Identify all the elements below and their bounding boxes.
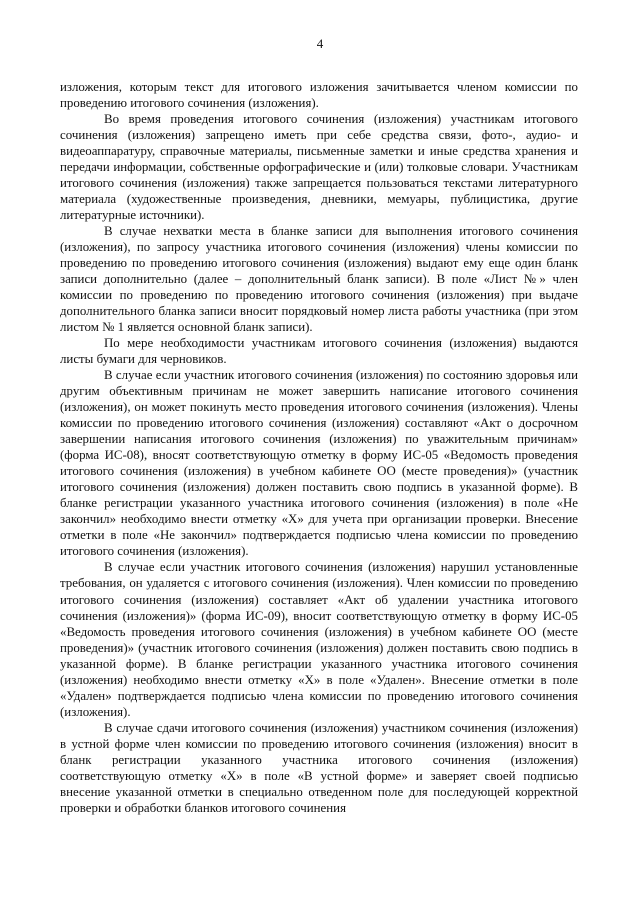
paragraph-additional-form: В случае нехватки места в бланке записи для выполнения итогового сочинения (изложения), по запросу участника итогового сочинения (изложения) члены комиссии по проведению по проведению итогового сочинения (изложения) выдают ему еще один бланк записи дополнительно (далее – дополнительный бланк записи). В поле «Лист №» член комиссии по проведению по проведению итогового сочинения (изложения) при выдаче дополнительного бланка записи вносит порядковый номер листа работы участника (при этом листом № 1 является основной бланк записи).: [60, 224, 578, 335]
paragraph-oral-form: В случае сдачи итогового сочинения (изложения) участником сочинения (изложения) в устной форме член комиссии по проведению итогового сочинения (изложения) вносит в бланк регистрации указанного участника итогового сочинения (изложения) соответствующую отметку «Х» в поле «В устной форме» и заверяет своей подписью внесение указанной отметки в специально отведенном поле для последующей корректной проверки и обработки бланков итогового сочинения: [60, 720, 578, 815]
paragraph-removal: В случае если участник итогового сочинения (изложения) нарушил установленные требования, он удаляется с итогового сочинения (изложения). Член комиссии по проведению итогового сочинения (изложения) составляет «Акт об удалении участника итогового сочинения (изложения)» (форма ИС-09), вносит соответствующую отметку в форму ИС-05 «Ведомость проведения итогового сочинения (изложения) в учебном кабинете ОО (месте проведения)» (участник итогового сочинения (изложения) должен поставить свою подпись в указанной форме). В бланке регистрации указанного участника итогового сочинения (изложения) необходимо внести отметку «Х» в поле «Удален». Внесение отметки в поле «Удален» подтверждается подписью члена комиссии по проведению итогового сочинения (изложения).: [60, 560, 578, 719]
page-number: 4: [316, 36, 324, 51]
paragraph-prohibited-items: Во время проведения итогового сочинения (изложения) участникам итогового сочинения (изложения) запрещено иметь при себе средства связи, фото-, аудио- и видеоаппаратуру, справочные материалы, письменные заметки и иные средства хранения и передачи информации, собственные орфографические и (или) толковые словари. Участникам итогового сочинения (изложения) также запрещается пользоваться текстами литературного материала (художественные произведения, дневники, мемуары, публицистика, другие литературные источники).: [60, 112, 578, 223]
paragraph-drafts: По мере необходимости участникам итогового сочинения (изложения) выдаются листы бумаги для черновиков.: [60, 336, 578, 367]
paragraph-continuation: изложения, которым текст для итогового изложения зачитывается членом комиссии по проведению итогового сочинения (изложения).: [60, 80, 578, 111]
paragraph-early-completion: В случае если участник итогового сочинения (изложения) по состоянию здоровья или другим объективным причинам не может завершить написание итогового сочинения (изложения), он может покинуть место проведения итогового сочинения (изложения). Члены комиссии по проведению итогового сочинения (изложения) составляют «Акт о досрочном завершении написания итогового сочинения (изложения) по уважительным причинам» (форма ИС-08), вносят соответствующую отметку в форму ИС-05 «Ведомость проведения итогового сочинения (изложения) в учебном кабинете ОО (месте проведения)» (участник итогового сочинения (изложения) должен поставить свою подпись в указанной форме). В бланке регистрации указанного участника итогового сочинения (изложения) в поле «Не закончил» необходимо внести отметку «Х» для учета при организации проверки. Внесение отметки в поле «Не закончил» подтверждается подписью члена комиссии по проведению итогового сочинения (изложения).: [60, 368, 578, 559]
document-text: [60, 79, 578, 816]
